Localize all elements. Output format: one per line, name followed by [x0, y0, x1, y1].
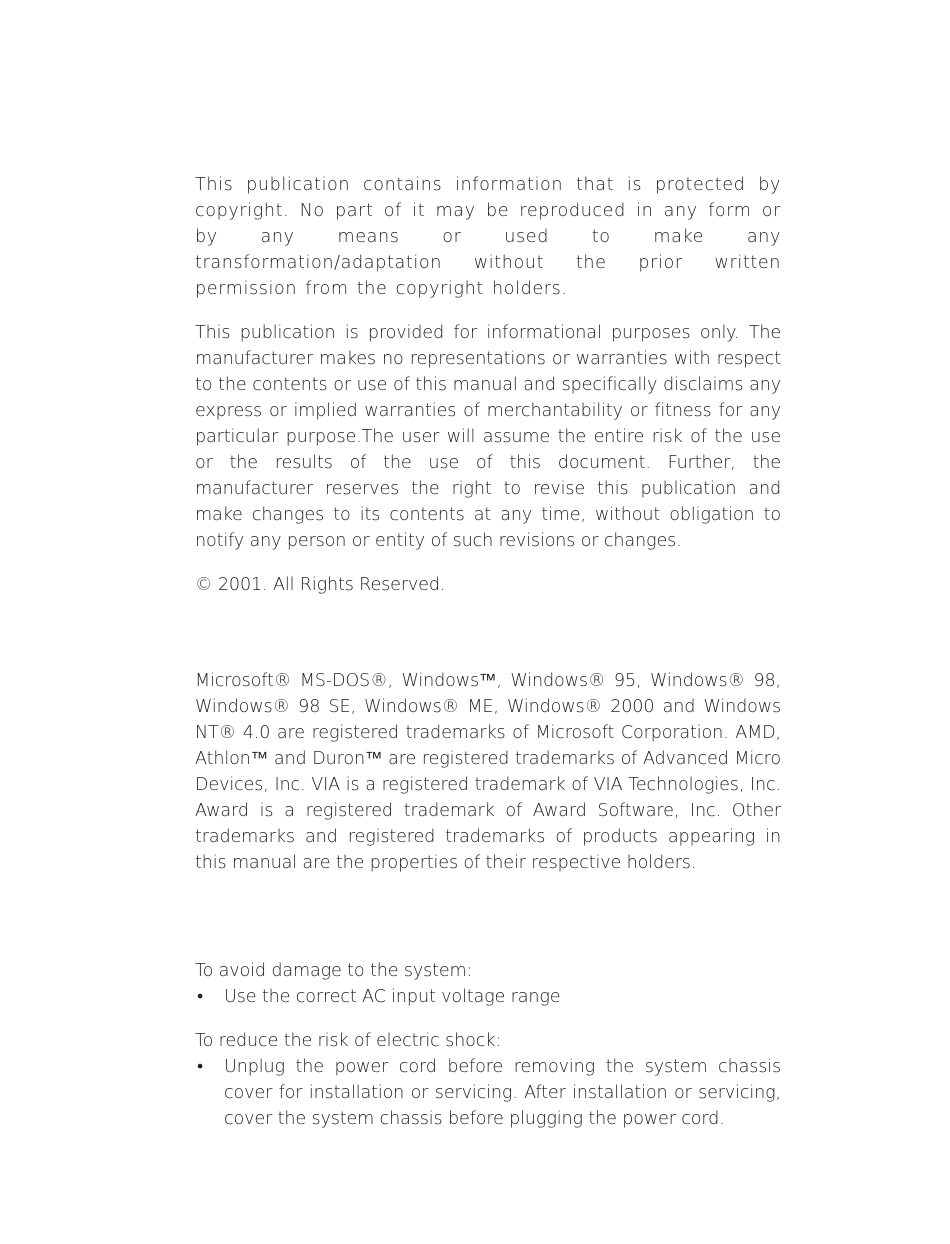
- document-page: [195, 172, 781, 1132]
- list-item-text: Unplug the power cord before removing the system chassis cover for installation or servicing. After installation or servicing, cover the system chassis before plugging the power cord.: [224, 1057, 781, 1129]
- avoid-damage-heading: To avoid damage to the system:: [195, 961, 473, 981]
- list-item-text: Use the correct AC input voltage range: [224, 987, 561, 1007]
- copyright-paragraph: This publication contains information that is protected by copyright. No part of it may be reproduced in any form or by any means or used to make any transformation/adaptation without the prior written permission from the copyright holders.: [195, 175, 781, 299]
- avoid-damage-list: [195, 984, 781, 1010]
- bullet-icon: •: [197, 1057, 204, 1077]
- all-rights-reserved: © 2001. All Rights Reserved.: [195, 575, 446, 595]
- list-item: [195, 1054, 781, 1132]
- electric-shock-list: [195, 1054, 781, 1132]
- list-item: [195, 984, 781, 1010]
- bullet-icon: •: [197, 987, 204, 1007]
- trademarks-paragraph: Microsoft® MS-DOS®, Windows™, Windows® 95, Windows® 98, Windows® 98 SE, Windows® ME, Windows® 2000 and Windows NT® 4.0 are registered trademarks of Microsoft Corporation. AMD, Athlon™ and Duron™ are registered trademarks of Advanced Micro Devices, Inc. VIA is a registered trademark of VIA Technologies, Inc. Award is a registered trademark of Award Software, Inc. Other trademarks and registered trademarks of products appearing in this manual are the properties of their respective holders.: [195, 671, 781, 873]
- disclaimer-paragraph: This publication is provided for informational purposes only. The manufacturer makes no representations or warranties with respect to the contents or use of this manual and specifically disclaims any express or implied warranties of merchantability or fitness for any particular purpose.The user will assume the entire risk of the use or the results of the use of this document. Further, the manufacturer reserves the right to revise this publication and make changes to its contents at any time, without obligation to notify any person or entity of such revisions or changes.: [195, 323, 781, 551]
- electric-shock-heading: To reduce the risk of electric shock:: [195, 1031, 502, 1051]
